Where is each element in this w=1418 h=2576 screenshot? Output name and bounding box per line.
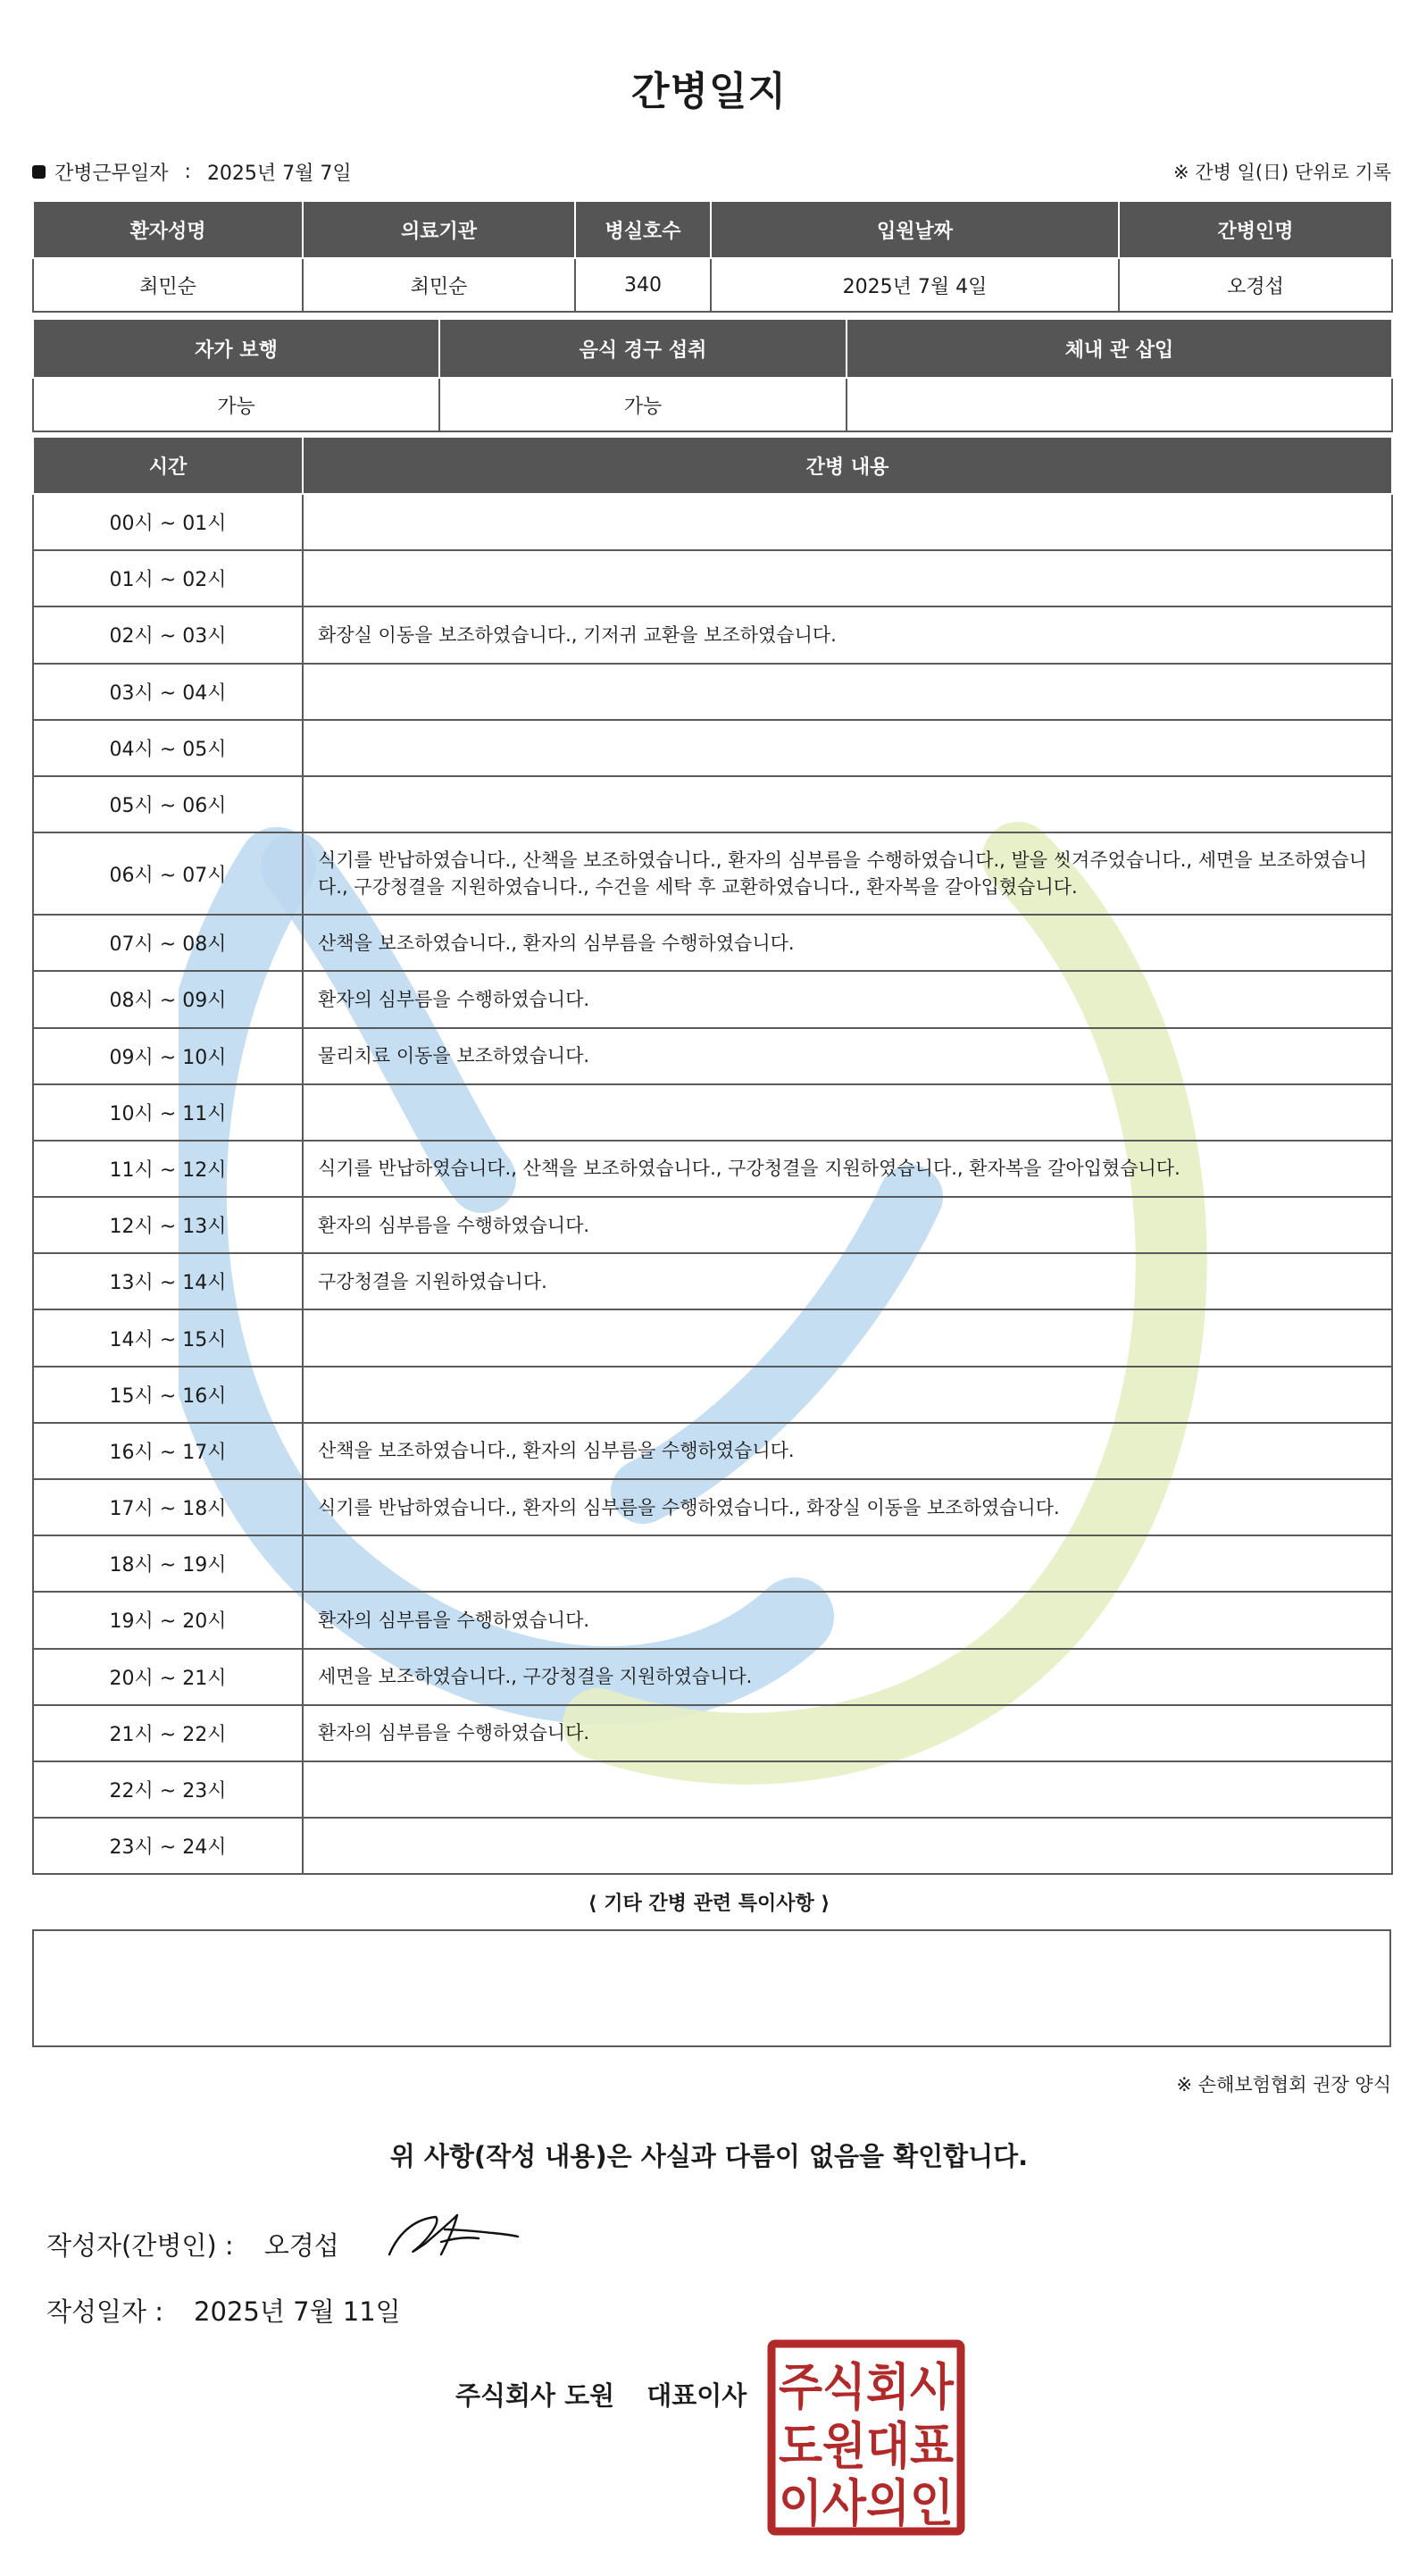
patient-name: 최민순	[33, 258, 303, 312]
care-content-cell	[303, 664, 1392, 720]
work-date-label: 간병근무일자	[54, 162, 169, 185]
header-time: 시간	[33, 437, 303, 494]
care-content-cell	[303, 1535, 1392, 1592]
care-content-cell	[303, 550, 1392, 606]
table-row	[33, 664, 1392, 720]
written-date-label: 작성일자 :	[46, 2296, 164, 2327]
care-content-cell: 구강청결을 지원하였습니다.	[303, 1253, 1392, 1309]
time-cell: 00시 ~ 01시	[33, 494, 303, 550]
table-row	[33, 1253, 1392, 1309]
company-seal-stamp	[766, 2338, 966, 2537]
header-hospital: 의료기관	[303, 201, 575, 258]
caregiver-name: 오경섭	[1119, 258, 1392, 312]
author-name: 오경섭	[263, 2230, 339, 2261]
table-row	[33, 1367, 1392, 1423]
tube-insertion-value	[847, 378, 1392, 431]
work-date-value: 2025년 7월 7일	[206, 162, 352, 185]
header-self-walking: 자가 보행	[33, 319, 439, 378]
care-content-cell	[303, 776, 1392, 832]
table-row	[33, 1761, 1392, 1818]
svg-text:도원대표: 도원대표	[779, 2418, 954, 2476]
care-content-cell: 식기를 반납하였습니다., 산책을 보조하였습니다., 구강청결을 지원하였습니다., 환자복을 갈아입혔습니다.	[303, 1141, 1392, 1197]
patient-status-table	[32, 318, 1393, 432]
remarks-box	[32, 1929, 1391, 2047]
svg-text:주식회사: 주식회사	[779, 2359, 955, 2417]
header-room-number: 병실호수	[575, 201, 711, 258]
confirmation-statement: 위 사항(작성 내용)은 사실과 다름이 없음을 확인합니다.	[389, 2141, 1029, 2171]
table-row	[33, 1592, 1392, 1648]
svg-text:이사의인: 이사의인	[779, 2475, 954, 2533]
care-content-cell: 식기를 반납하였습니다., 산책을 보조하였습니다., 환자의 심부름을 수행하였습니다., 발을 씻겨주었습니다., 세면을 보조하였습니다., 구강청결을 지원하였습니다., 수건을 세탁 후 교환하였습니다., 환자복을 갈아입혔습니다.	[303, 832, 1392, 915]
header-oral-intake: 음식 경구 섭취	[439, 319, 847, 378]
room-number: 340	[575, 258, 711, 312]
time-cell: 13시 ~ 14시	[33, 1253, 303, 1309]
header-patient-name: 환자성명	[33, 201, 303, 258]
header-admission-date: 입원날짜	[711, 201, 1119, 258]
table-row	[33, 720, 1392, 776]
header-tube-insertion: 체내 관 삽입	[847, 319, 1392, 378]
time-cell: 10시 ~ 11시	[33, 1084, 303, 1141]
care-content-cell: 환자의 심부름을 수행하였습니다.	[303, 971, 1392, 1027]
time-cell: 01시 ~ 02시	[33, 550, 303, 606]
written-date-value: 2025년 7월 11일	[194, 2296, 401, 2327]
header-care-content: 간병 내용	[303, 437, 1392, 494]
table-row	[33, 915, 1392, 971]
time-cell: 18시 ~ 19시	[33, 1535, 303, 1592]
written-date	[46, 2292, 401, 2329]
time-cell: 11시 ~ 12시	[33, 1141, 303, 1197]
time-cell: 16시 ~ 17시	[33, 1423, 303, 1479]
table-row	[33, 1705, 1392, 1761]
time-cell: 17시 ~ 18시	[33, 1479, 303, 1535]
remarks-title: ⟨ 기타 간병 관련 특이사항 ⟩	[588, 1893, 830, 1915]
table-row	[33, 1309, 1392, 1366]
patient-info-header-row	[33, 201, 1392, 258]
care-content-cell	[303, 1084, 1392, 1141]
care-content-cell	[303, 1367, 1392, 1423]
time-cell: 09시 ~ 10시	[33, 1028, 303, 1084]
care-log-header-row	[33, 437, 1392, 494]
time-cell: 20시 ~ 21시	[33, 1649, 303, 1705]
care-log-table	[32, 436, 1393, 1875]
author-label: 작성자(간병인) :	[46, 2230, 234, 2261]
care-content-cell	[303, 494, 1392, 550]
self-walking-value: 가능	[33, 378, 439, 431]
care-content-cell: 식기를 반납하였습니다., 환자의 심부름을 수행하였습니다., 화장실 이동을 보조하였습니다.	[303, 1479, 1392, 1535]
status-header-row	[33, 319, 1392, 378]
work-date	[32, 157, 352, 186]
status-value-row	[33, 378, 1392, 431]
table-row	[33, 1028, 1392, 1084]
care-content-cell	[303, 1761, 1392, 1818]
time-cell: 03시 ~ 04시	[33, 664, 303, 720]
time-cell: 05시 ~ 06시	[33, 776, 303, 832]
time-cell: 07시 ~ 08시	[33, 915, 303, 971]
table-row	[33, 494, 1392, 550]
table-row	[33, 1479, 1392, 1535]
page-title: 간병일지	[630, 69, 787, 114]
care-content-cell: 환자의 심부름을 수행하였습니다.	[303, 1592, 1392, 1648]
hospital: 최민순	[303, 258, 575, 312]
time-cell: 15시 ~ 16시	[33, 1367, 303, 1423]
bullet-square-icon	[32, 165, 46, 179]
header-caregiver-name: 간병인명	[1119, 201, 1392, 258]
table-row	[33, 1818, 1392, 1874]
time-cell: 22시 ~ 23시	[33, 1761, 303, 1818]
association-note: ※ 손해보험협회 권장 양식	[1176, 2074, 1391, 2095]
oral-intake-value: 가능	[439, 378, 847, 431]
table-row	[33, 550, 1392, 606]
patient-info-table	[32, 200, 1393, 313]
time-cell: 04시 ~ 05시	[33, 720, 303, 776]
care-content-cell	[303, 1309, 1392, 1366]
table-row	[33, 1141, 1392, 1197]
table-row	[33, 1535, 1392, 1592]
time-cell: 21시 ~ 22시	[33, 1705, 303, 1761]
unit-note: ※ 간병 일(日) 단위로 기록	[1173, 162, 1391, 183]
time-cell: 19시 ~ 20시	[33, 1592, 303, 1648]
time-cell: 08시 ~ 09시	[33, 971, 303, 1027]
care-content-cell	[303, 720, 1392, 776]
table-row	[33, 1423, 1392, 1479]
author	[46, 2226, 339, 2262]
care-content-cell: 환자의 심부름을 수행하였습니다.	[303, 1705, 1392, 1761]
time-cell: 02시 ~ 03시	[33, 606, 303, 663]
care-content-cell	[303, 1818, 1392, 1874]
table-row	[33, 606, 1392, 663]
time-cell: 14시 ~ 15시	[33, 1309, 303, 1366]
table-row	[33, 1197, 1392, 1253]
time-cell: 23시 ~ 24시	[33, 1818, 303, 1874]
company-role: 대표이사	[646, 2380, 747, 2411]
care-content-cell: 산책을 보조하였습니다., 환자의 심부름을 수행하였습니다.	[303, 915, 1392, 971]
care-content-cell: 산책을 보조하였습니다., 환자의 심부름을 수행하였습니다.	[303, 1423, 1392, 1479]
table-row	[33, 1649, 1392, 1705]
table-row	[33, 832, 1392, 915]
care-content-cell: 세면을 보조하였습니다., 구강청결을 지원하였습니다.	[303, 1649, 1392, 1705]
work-date-separator: :	[184, 160, 191, 183]
care-content-cell: 환자의 심부름을 수행하였습니다.	[303, 1197, 1392, 1253]
signature-image	[382, 2203, 525, 2265]
table-row	[33, 971, 1392, 1027]
care-content-cell: 물리치료 이동을 보조하였습니다.	[303, 1028, 1392, 1084]
time-cell: 06시 ~ 07시	[33, 832, 303, 915]
company-signature	[455, 2376, 747, 2413]
admission-date: 2025년 7월 4일	[711, 258, 1119, 312]
time-cell: 12시 ~ 13시	[33, 1197, 303, 1253]
care-content-cell: 화장실 이동을 보조하였습니다., 기저귀 교환을 보조하였습니다.	[303, 606, 1392, 663]
patient-info-value-row	[33, 258, 1392, 312]
company-name: 주식회사 도원	[455, 2380, 615, 2411]
table-row	[33, 1084, 1392, 1141]
table-row	[33, 776, 1392, 832]
